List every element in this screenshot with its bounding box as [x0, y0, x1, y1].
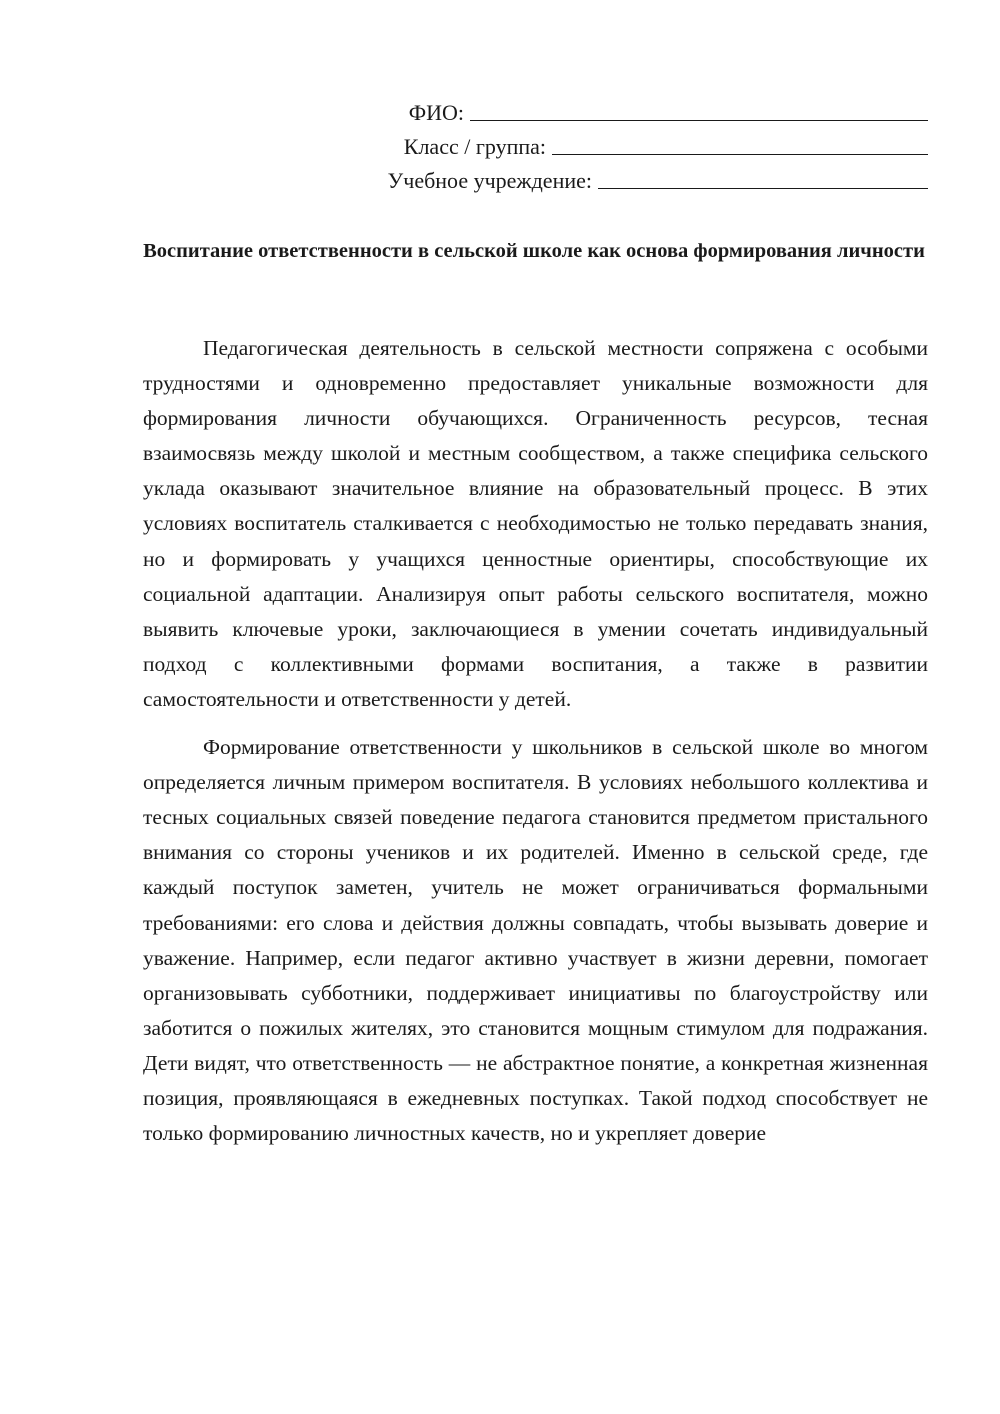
- fio-label: ФИО:: [408, 100, 464, 125]
- document-title: Воспитание ответственности в сельской школе как основа формирования личности: [143, 240, 925, 262]
- paragraph-1: Педагогическая деятельность в сельской местности сопряжена с особыми трудностями и одновременно предоставляет уникальные возможности для формирования личности обучающихся. Ограниченность ресурсов, тесная взаимосвязь между школой и местным сообществом, а также специфика сельского уклада оказывают значительное влияние на образовательный процесс. В этих условиях воспитатель сталкивается с необходимостью не только передавать знания, но и формировать у учащихся ценностные ориентиры, способствующие их социальной адаптации. Анализируя опыт работы сельского воспитателя, можно выявить ключевые уроки, заключающиеся в умении сочетать индивидуальный подход с коллективными формами воспитания, а также в развитии самостоятельности и ответственности у детей.: [143, 336, 928, 711]
- fio-row: [360, 92, 928, 126]
- school-row: [360, 160, 928, 194]
- student-info-fields: [360, 92, 928, 194]
- class-blank-line: [552, 132, 928, 155]
- class-label: Класс / группа:: [403, 134, 546, 159]
- class-row: [360, 126, 928, 160]
- fio-blank-line: [470, 98, 928, 121]
- school-blank-line: [598, 166, 928, 189]
- school-label: Учебное учреждение:: [387, 168, 592, 193]
- paragraph-2: Формирование ответственности у школьников в сельской школе во многом определяется личным примером воспитателя. В условиях небольшого коллектива и тесных социальных связей поведение педагога становится предметом пристального внимания со стороны учеников и их родителей. Именно в сельской среде, где каждый поступок заметен, учитель не может ограничиваться формальными требованиями: его слова и действия должны совпадать, чтобы вызывать доверие и уважение. Например, если педагог активно участвует в жизни деревни, помогает организовывать субботники, поддерживает инициативы по благоустройству или заботится о пожилых жителях, это становится мощным стимулом для подражания. Дети видят, что ответственность — не абстрактное понятие, а конкретная жизненная позиция, проявляющаяся в ежедневных поступках. Такой подход способствует не только формированию личностных качеств, но и укрепляет доверие: [143, 735, 928, 1146]
- document-body: [143, 331, 928, 1151]
